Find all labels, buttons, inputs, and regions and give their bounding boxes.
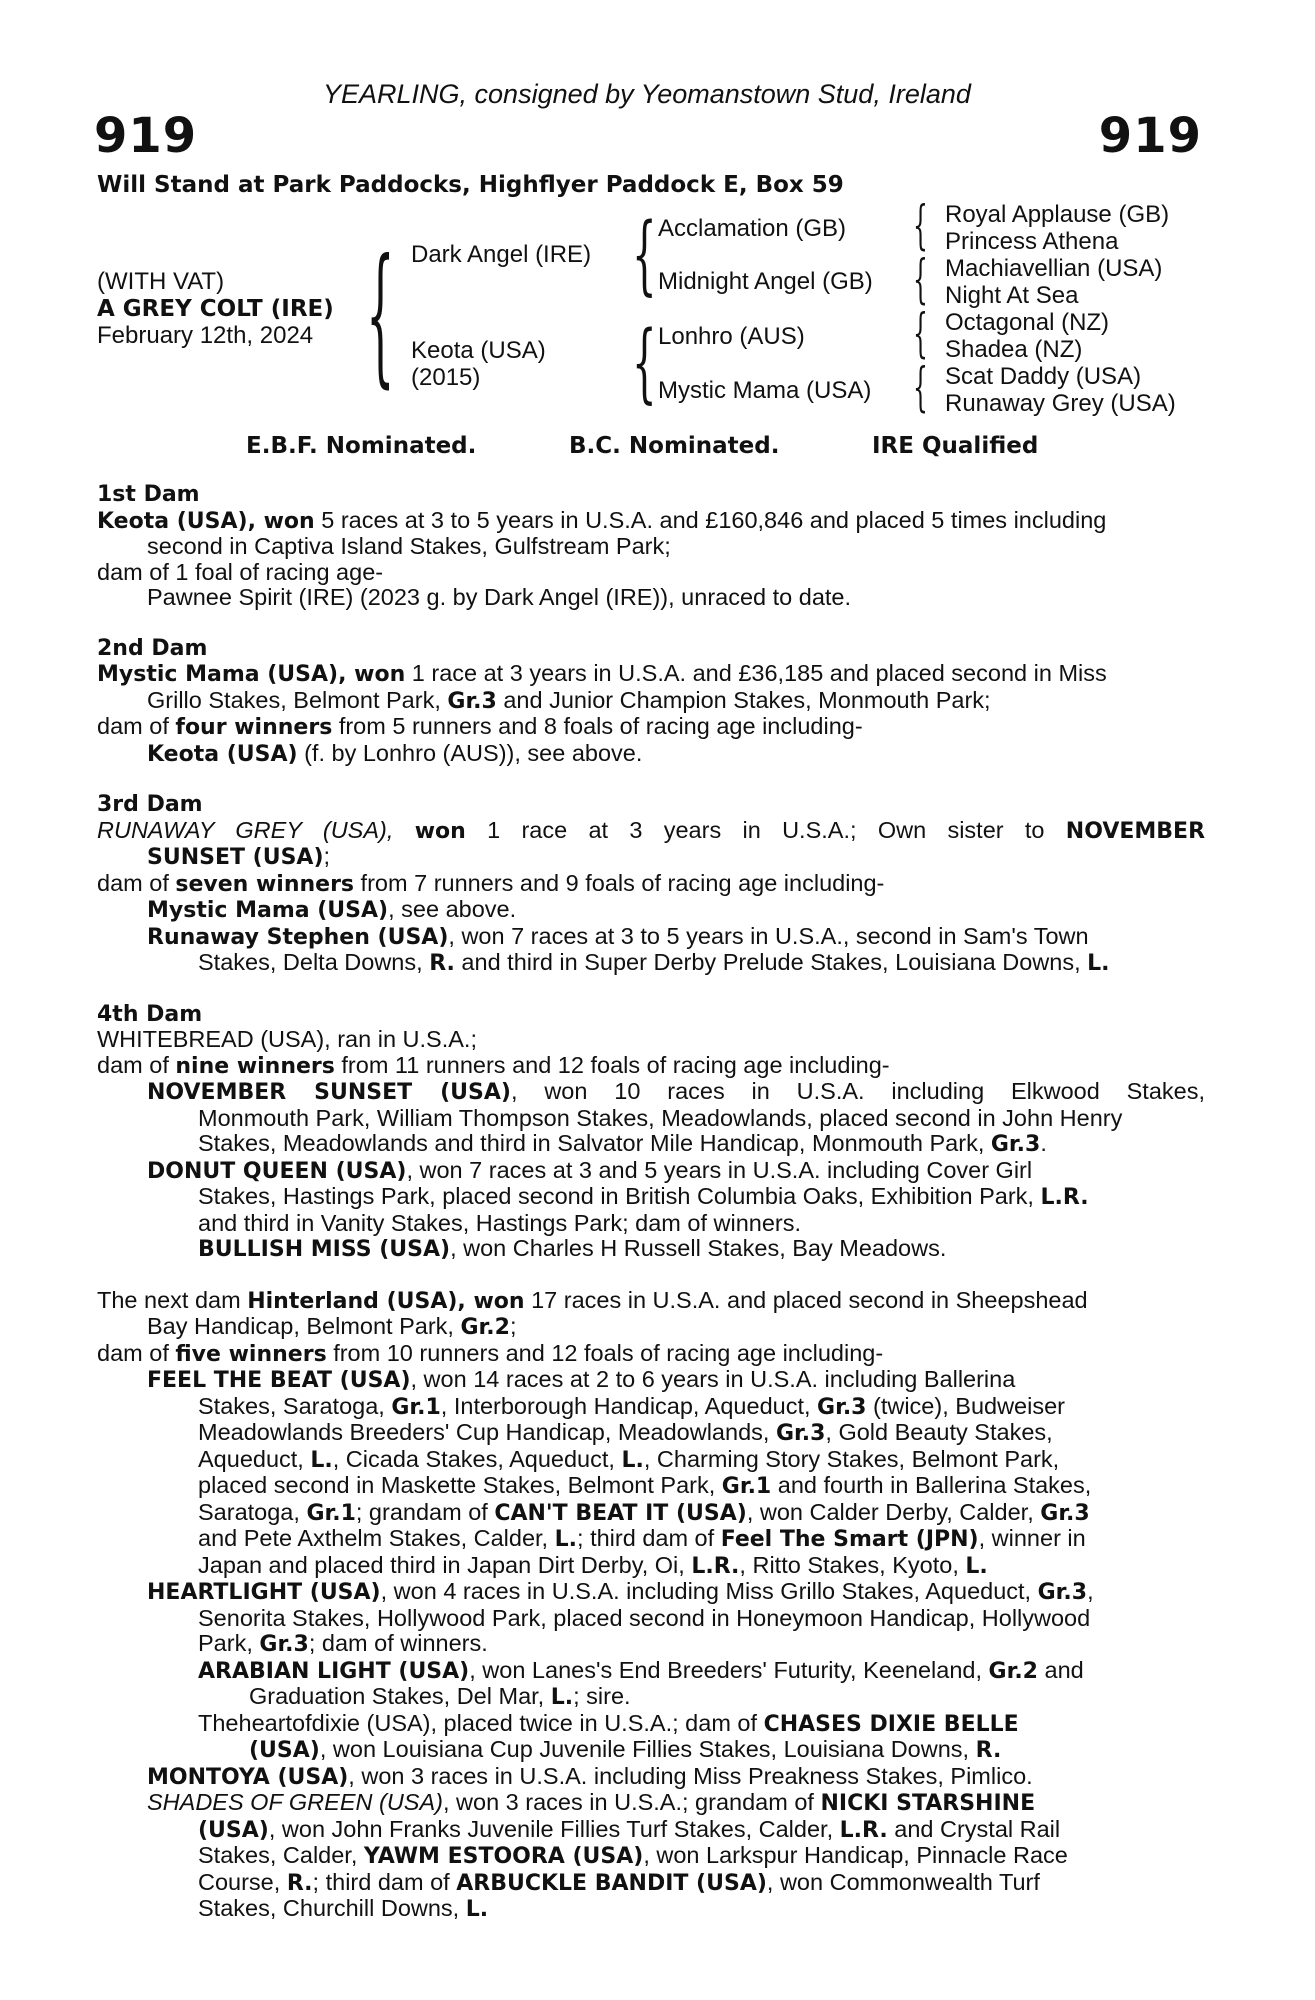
third-dam-produce-intro: dam of seven winners from 7 runners and 9 foals of racing age including-	[97, 869, 885, 897]
pedigree-brace-sire: {	[632, 205, 657, 305]
november-sunset-line-2: Monmouth Park, William Thompson Stakes, Meadowlands, placed second in John Henry	[198, 1104, 1123, 1131]
pedigree-brace-g4: {	[913, 358, 928, 418]
heartlight-line-3: Park, Gr.3; dam of winners.	[198, 1630, 488, 1657]
second-dam-produce-1: Keota (USA) (f. by Lonhro (AUS)), see above.	[147, 739, 643, 767]
first-dam-produce-1: Pawnee Spirit (IRE) (2023 g. by Dark Angel (IRE)), unraced to date.	[147, 584, 852, 610]
shades-of-green-entry: SHADES OF GREEN (USA), won 3 races in U.S.A.; grandam of NICKI STARSHINE	[147, 1789, 1036, 1816]
first-dam-produce-intro: dam of 1 foal of racing age-	[97, 558, 384, 585]
feel-the-beat-line-4: Aqueduct, L., Cicada Stakes, Aqueduct, L., Charming Story Stakes, Belmont Park,	[198, 1445, 1060, 1473]
third-dam-heading: 3rd Dam	[97, 792, 203, 817]
sd-sire: Machiavellian (USA)	[945, 255, 1163, 282]
next-dam-line: The next dam Hinterland (USA), won 17 races in U.S.A. and placed second in Sheepshead	[97, 1286, 1088, 1314]
third-dam-produce-2: Runaway Stephen (USA), won 7 races at 3 to 5 years in U.S.A., second in Sam's Town	[147, 922, 1089, 950]
donut-queen-line-2: Stakes, Hastings Park, placed second in British Columbia Oaks, Exhibition Park, L.R.	[198, 1183, 1089, 1210]
arabian-light-line-2: Graduation Stakes, Del Mar, L.; sire.	[249, 1683, 631, 1710]
feel-the-beat-line-3: Meadowlands Breeders' Cup Handicap, Meadowlands, Gr.3, Gold Beauty Stakes,	[198, 1419, 1053, 1446]
dd-dam: Runaway Grey (USA)	[945, 390, 1176, 417]
arabian-light-entry: ARABIAN LIGHT (USA), won Lanes's End Breeders' Futurity, Keeneland, Gr.2 and	[198, 1656, 1084, 1684]
consignment-subtitle: YEARLING, consigned by Yeomanstown Stud, Ireland	[323, 79, 971, 109]
pedigree-brace-g1: {	[913, 196, 928, 256]
second-dam-produce-intro: dam of four winners from 5 runners and 8 foals of racing age including-	[97, 713, 863, 740]
vat-note: (WITH VAT)	[97, 268, 225, 295]
third-dam-produce-2-cont: Stakes, Delta Downs, R. and third in Super Derby Prelude Stakes, Louisiana Downs, L.	[198, 949, 1110, 976]
feel-the-beat-entry: FEEL THE BEAT (USA), won 14 races at 2 to 6 years in U.S.A. including Ballerina	[147, 1366, 1016, 1393]
fourth-dam-produce-intro: dam of nine winners from 11 runners and 12 foals of racing age including-	[97, 1051, 890, 1079]
dam-sire: Lonhro (AUS)	[658, 323, 805, 350]
first-dam-line-2: second in Captiva Island Stakes, Gulfstream Park;	[147, 533, 671, 559]
ss-dam: Princess Athena	[945, 228, 1119, 255]
first-dam-line	[97, 508, 1205, 535]
second-dam-won: , won	[338, 662, 406, 687]
second-dam-record: 1 race at 3 years in U.S.A. and £36,185 and placed second in Miss	[405, 660, 1107, 686]
horse-name: A GREY COLT (IRE)	[97, 296, 334, 322]
november-sunset-entry: NOVEMBER SUNSET (USA), won 10 races in U.S.A. including Elkwood Stakes,	[147, 1078, 1206, 1105]
sire-dam: Midnight Angel (GB)	[658, 268, 873, 295]
feel-the-beat-line-2: Stakes, Saratoga, Gr.1, Interborough Handicap, Aqueduct, Gr.3 (twice), Budweiser	[198, 1392, 1065, 1420]
feel-the-beat-line-8: Japan and placed third in Japan Dirt Derby, Oi, L.R., Ritto Stakes, Kyoto, L.	[198, 1551, 988, 1579]
feel-the-beat-line-6: Saratoga, Gr.1; grandam of CAN'T BEAT IT (USA), won Calder Derby, Calder, Gr.3	[198, 1498, 1090, 1526]
donut-queen-line-3: and third in Vanity Stakes, Hastings Park; dam of winners.	[198, 1209, 802, 1236]
theheartofdixie-entry: Theheartofdixie (USA), placed twice in U.S.A.; dam of CHASES DIXIE BELLE	[198, 1709, 1019, 1737]
pedigree-brace-main: {	[366, 228, 395, 402]
montoya-entry: MONTOYA (USA), won 3 races in U.S.A. including Miss Preakness Stakes, Pimlico.	[147, 1762, 1033, 1790]
shades-of-green-line-3: Stakes, Calder, YAWM ESTOORA (USA), won Larkspur Handicap, Pinnacle Race	[198, 1842, 1068, 1869]
ebf-nomination: E.B.F. Nominated.	[246, 433, 477, 459]
sire-name: Dark Angel (IRE)	[411, 241, 592, 268]
donut-queen-entry: DONUT QUEEN (USA), won 7 races at 3 and 5 years in U.S.A. including Cover Girl	[147, 1156, 1033, 1184]
third-dam-produce-1: Mystic Mama (USA), see above.	[147, 896, 517, 923]
stand-location: Will Stand at Park Paddocks, Highflyer Paddock E, Box 59	[97, 172, 844, 198]
november-sunset-line-3: Stakes, Meadowlands and third in Salvator Mile Handicap, Monmouth Park, Gr.3.	[198, 1130, 1047, 1157]
heartlight-line-2: Senorita Stakes, Hollywood Park, placed second in Honeymoon Handicap, Hollywood	[198, 1604, 1091, 1631]
shades-of-green-line-4: Course, R.; third dam of ARBUCKLE BANDIT (USA), won Commonwealth Turf	[198, 1868, 1040, 1896]
second-dam-heading: 2nd Dam	[97, 635, 208, 661]
sire-sire: Acclamation (GB)	[658, 215, 847, 242]
second-dam-line-2: Grillo Stakes, Belmont Park, Gr.3 and Junior Champion Stakes, Monmouth Park;	[147, 686, 991, 714]
third-dam-name: RUNAWAY GREY (USA),	[97, 816, 394, 843]
lot-number-left: 919	[94, 108, 198, 164]
dam-name: Keota (USA)	[411, 337, 546, 364]
shades-of-green-line-5: Stakes, Churchill Downs, L.	[198, 1895, 489, 1922]
heartlight-entry: HEARTLIGHT (USA), won 4 races in U.S.A. including Miss Grillo Stakes, Aqueduct, Gr.3,	[147, 1578, 1094, 1605]
foaling-date: February 12th, 2024	[97, 322, 314, 349]
dam-year: (2015)	[411, 364, 481, 391]
second-dam-line	[97, 661, 1205, 688]
dam-lines	[97, 482, 1205, 1923]
third-dam-line: RUNAWAY GREY (USA), won 1 race at 3 years in U.S.A.; Own sister to NOVEMBER	[97, 816, 1206, 844]
sd-dam: Night At Sea	[945, 282, 1079, 309]
fourth-dam-heading: 4th Dam	[97, 1001, 203, 1027]
ire-qualified: IRE Qualified	[872, 433, 1039, 459]
third-dam-line-2: SUNSET (USA);	[147, 843, 331, 870]
dd-sire: Scat Daddy (USA)	[945, 363, 1142, 390]
shades-of-green-line-2: (USA), won John Franks Juvenile Fillies Turf Stakes, Calder, L.R. and Crystal Rail	[198, 1815, 1061, 1843]
first-dam-name: Keota (USA), won	[97, 508, 315, 534]
second-dam-name: Mystic Mama (USA)	[97, 662, 339, 687]
first-dam-record: 5 races at 3 to 5 years in U.S.A. and £160,846 and placed 5 times including	[314, 506, 1107, 533]
ss-sire: Royal Applause (GB)	[945, 201, 1170, 228]
feel-the-beat-line-5: placed second in Maskette Stakes, Belmont Park, Gr.1 and fourth in Ballerina Stakes,	[198, 1472, 1092, 1499]
pedigree-brace-dam: {	[632, 313, 657, 413]
bc-nomination: B.C. Nominated.	[569, 433, 780, 459]
ds-sire: Octagonal (NZ)	[945, 309, 1110, 336]
next-dam-line-2: Bay Handicap, Belmont Park, Gr.2;	[147, 1313, 517, 1340]
next-dam-produce-intro: dam of five winners from 10 runners and 12 foals of racing age including-	[97, 1339, 884, 1367]
fourth-dam-line: WHITEBREAD (USA), ran in U.S.A.;	[97, 1026, 477, 1052]
first-dam-heading: 1st Dam	[97, 482, 200, 507]
pedigree-brace-g3: {	[913, 304, 928, 364]
lot-number-right: 919	[1098, 108, 1202, 164]
feel-the-beat-line-7: and Pete Axthelm Stakes, Calder, L.; third dam of Feel The Smart (JPN), winner in	[198, 1525, 1086, 1552]
bullish-miss-entry: BULLISH MISS (USA), won Charles H Russell Stakes, Bay Meadows.	[198, 1235, 947, 1262]
theheartofdixie-line-2: (USA), won Louisiana Cup Juvenile Fillies Stakes, Louisiana Downs, R.	[249, 1736, 1002, 1763]
ds-dam: Shadea (NZ)	[945, 336, 1083, 363]
pedigree-brace-g2: {	[913, 250, 928, 310]
dam-dam: Mystic Mama (USA)	[658, 377, 872, 404]
